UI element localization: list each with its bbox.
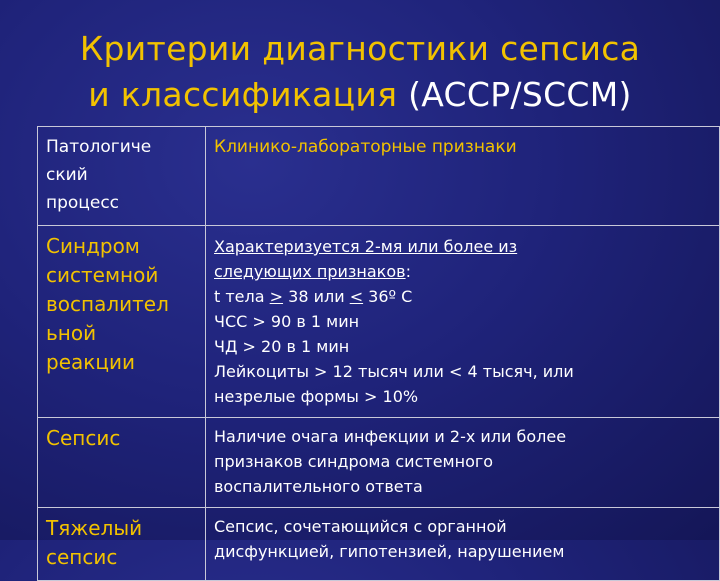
sirs-temp-prefix: t тела [214,287,270,306]
severe-desc-cell [206,508,720,581]
sirs-temp-le-sign: < [349,287,364,306]
title-line-1: Критерии диагностики сепсиса [79,29,641,68]
title-acronym: (ACCP/SCCM) [408,75,632,114]
sirs-temp-mid: 38 или [283,287,350,306]
sirs-temp-ge-sign: > [269,287,284,306]
sepsis-desc-cell [206,418,720,508]
sepsis-desc-line-2: признаков синдрома системного [214,452,494,471]
sirs-name-line-3: воспалител [46,292,169,316]
header-signs-text: Клинико-лабораторные признаки [214,137,517,157]
sepsis-name: Сепсис [46,426,121,450]
sepsis-desc-line-3: воспалительного ответа [214,477,423,496]
header-process-line-2: ский [46,165,88,185]
sirs-temperature [214,284,711,309]
slide-title [0,26,720,118]
sirs-criteria-cell [206,226,720,418]
sirs-temp-suffix: 36º С [363,287,413,306]
header-process-cell [38,127,206,226]
header-signs-cell [206,127,720,226]
severe-desc-line-2: дисфункцией, гипотензией, нарушением [214,542,565,561]
severe-name-line-2: сепсис [46,545,118,569]
severe-name-cell [38,508,206,581]
title-line-2 [0,72,720,118]
sirs-name-line-1: Синдром [46,234,140,258]
sirs-intro-line-1: Характеризуется 2-мя или более из [214,237,518,256]
sirs-wbc-line-2: незрелые формы > 10% [214,387,419,406]
sirs-name-line-2: системной [46,263,159,287]
sirs-name-line-5: реакции [46,350,135,374]
sepsis-name-cell [38,418,206,508]
sirs-resp-rate: ЧД > 20 в 1 мин [214,337,350,356]
sirs-name-line-4: ьной [46,321,97,345]
table-row-sirs [38,226,720,418]
table-row-sepsis [38,418,720,508]
sirs-intro-colon: : [405,262,411,281]
severe-name-line-1: Тяжелый [46,516,143,540]
header-process-line-1: Патологиче [46,137,152,157]
severe-desc-line-1: Сепсис, сочетающийся с органной [214,517,507,536]
sirs-intro-line-2 [214,259,711,284]
header-process-line-3: процесс [46,193,120,213]
sirs-wbc-line-1: Лейкоциты > 12 тысяч или < 4 тысяч, или [214,362,574,381]
title-line-2-text: и классификация [88,75,398,114]
table-row-severe-sepsis [38,508,720,581]
sirs-intro-line-2-text: следующих признаков [214,262,406,281]
criteria-table [37,126,720,581]
sepsis-desc-line-1: Наличие очага инфекции и 2-х или более [214,427,567,446]
sirs-name-cell [38,226,206,418]
sirs-heart-rate: ЧСС > 90 в 1 мин [214,312,360,331]
table-header-row [38,127,720,226]
